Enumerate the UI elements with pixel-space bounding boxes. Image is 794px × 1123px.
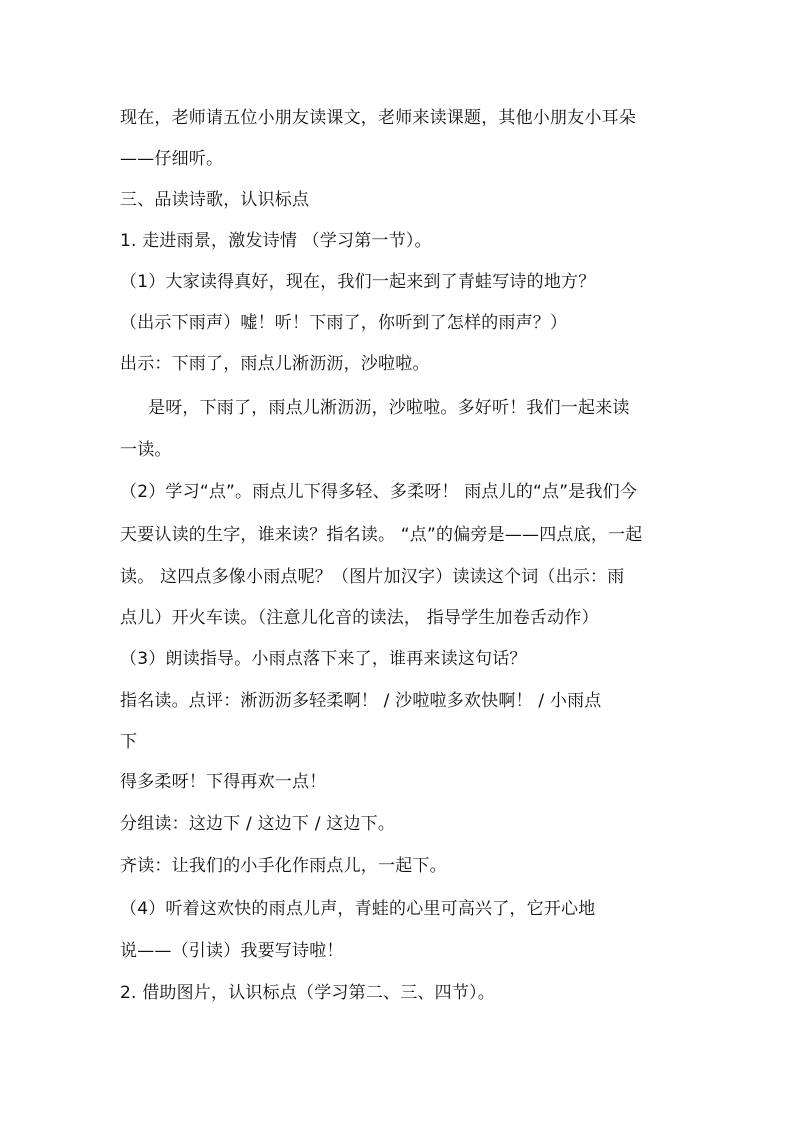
paragraph-line: （1）大家读得真好，现在，我们一起来到了青蛙写诗的地方？ [120, 272, 596, 292]
paragraph-line: 得多柔呀！下得再欢一点！ [120, 772, 327, 792]
paragraph-line: ——仔细听。 [120, 149, 224, 169]
section-heading: 三、品读诗歌，认识标点 [120, 190, 310, 210]
paragraph-line: 现在，老师请五位小朋友读课文，老师来读课题，其他小朋友小耳朵 [120, 108, 636, 128]
paragraph-line: （2）学习“点”。雨点儿下得多轻、多柔呀！ 雨点儿的“点”是我们今 [120, 482, 638, 502]
paragraph-line: 分组读：这边下 / 这边下 / 这边下。 [120, 814, 396, 834]
subsection-heading: 2. 借助图片，认识标点（学习第二、三、四节）。 [120, 983, 495, 1003]
paragraph-line: （出示下雨声）嘘！听！下雨了，你听到了怎样的雨声？） [120, 313, 568, 333]
paragraph-line: 是呀，下雨了，雨点儿淅沥沥，沙啦啦。多好听！我们一起来读 [148, 398, 630, 418]
paragraph-line: 点儿）开火车读。（注意儿化音的读法， 指导学生加卷舌动作） [120, 608, 599, 628]
paragraph-line: 读。 这四点多像小雨点呢？（图片加汉字）读读这个词（出示：雨 [120, 567, 625, 587]
paragraph-line: 说——（引读）我要写诗啦！ [120, 941, 344, 961]
paragraph-line: 出示：下雨了，雨点儿淅沥沥，沙啦啦。 [120, 354, 430, 374]
paragraph-line: 一读。 [120, 440, 172, 460]
paragraph-line: 天要认读的生字，谁来读？指名读。 “点”的偏旁是——四点底，一起 [120, 525, 643, 545]
paragraph-line: 指名读。点评：淅沥沥多轻柔啊！ / 沙啦啦多欢快啊！ / 小雨点 [120, 691, 602, 711]
paragraph-line: （3）朗读指导。小雨点落下来了，谁再来读这句话？ [120, 649, 527, 669]
paragraph-line: （4）听着这欢快的雨点儿声，青蛙的心里可高兴了，它开心地 [120, 899, 596, 919]
subsection-heading: 1. 走进雨景，激发诗情 （学习第一节）。 [120, 231, 432, 251]
paragraph-line: 下 [120, 732, 138, 752]
paragraph-line: 齐读：让我们的小手化作雨点儿，一起下。 [120, 856, 447, 876]
